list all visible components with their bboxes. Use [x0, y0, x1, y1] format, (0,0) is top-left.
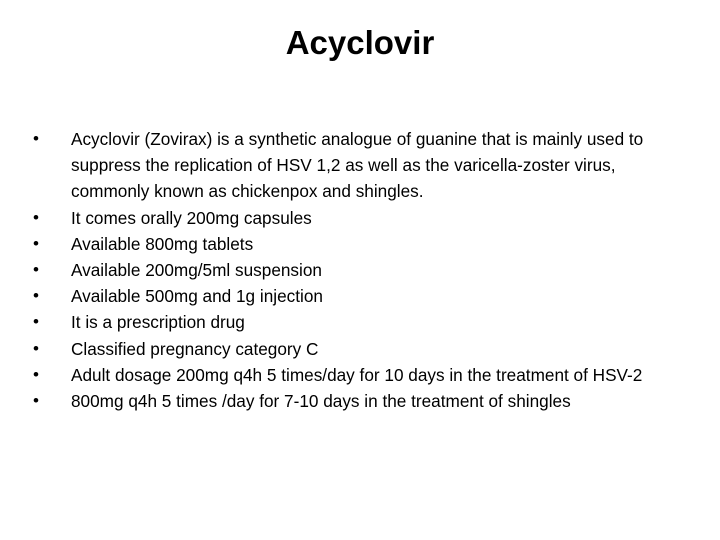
- bullet-item: [33, 257, 673, 283]
- bullet-text: Available 500mg and 1g injection: [71, 286, 323, 307]
- bullet-text: Available 200mg/5ml suspension: [71, 260, 322, 281]
- bullet-list: [33, 126, 673, 414]
- bullet-item: [33, 205, 673, 231]
- slide-title: Acyclovir: [285, 24, 435, 61]
- bullet-text: Adult dosage 200mg q4h 5 times/day for 10 days in the treatment of HSV-2: [71, 364, 643, 385]
- bullet-text: Available 800mg tablets: [71, 233, 254, 254]
- bullet-text: 800mg q4h 5 times /day for 7-10 days in the treatment of shingles: [71, 391, 571, 412]
- bullet-dot-icon: •: [33, 391, 39, 411]
- bullet-text: Acyclovir (Zovirax) is a synthetic analogue of guanine that is mainly used to suppress the replication of HSV 1,2 as well as the varicella-zoster virus, commonly known as chickenpox and shingles.: [71, 129, 644, 202]
- bullet-item: [33, 283, 673, 309]
- bullet-dot-icon: •: [33, 286, 39, 306]
- bullet-text: It is a prescription drug: [71, 312, 245, 333]
- bullet-item: [33, 336, 673, 362]
- bullet-item: [33, 231, 673, 257]
- bullet-dot-icon: •: [33, 207, 39, 227]
- bullet-item: [33, 388, 673, 414]
- bullet-item: [33, 126, 673, 205]
- bullet-text: It comes orally 200mg capsules: [71, 207, 312, 228]
- bullet-dot-icon: •: [33, 312, 39, 332]
- bullet-item: [33, 362, 673, 388]
- bullet-dot-icon: •: [33, 260, 39, 280]
- bullet-dot-icon: •: [33, 338, 39, 358]
- bullet-dot-icon: •: [33, 129, 39, 148]
- bullet-text: Classified pregnancy category C: [71, 338, 319, 359]
- bullet-dot-icon: •: [33, 364, 39, 384]
- bullet-item: [33, 309, 673, 335]
- bullet-dot-icon: •: [33, 233, 39, 253]
